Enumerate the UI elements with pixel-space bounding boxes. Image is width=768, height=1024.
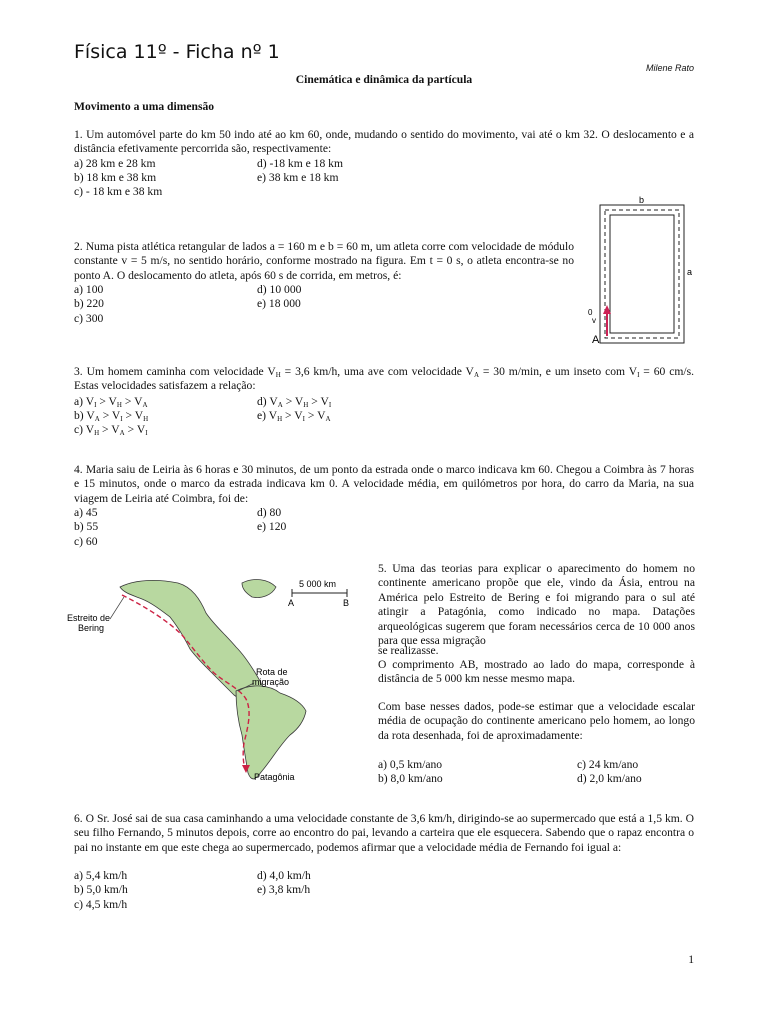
scale-label: 5 000 km (299, 579, 337, 589)
q5-option-a: a) 0,5 km/ano (378, 758, 443, 771)
q2-option-a: a) 100 (74, 283, 104, 296)
q3-text-part: = 60 cm/s. Estas velocidades satisfazem a relação: (74, 365, 694, 393)
q1-option-a: a) 28 km e 28 km (74, 157, 156, 170)
q4-option-c: c) 60 (74, 535, 98, 548)
label-b: b (639, 195, 645, 205)
label-point-A: A (592, 334, 600, 346)
q1-option-c: c) - 18 km e 38 km (74, 185, 163, 198)
question-2-text: 2. Numa pista atlética retangular de lados a = 160 m e b = 60 m, um atleta corre com velocidade de módulo constante v = 5 m/s, no sentido horário, conforme mostrado na figura. Em t = 0 s, o atleta encontra-se no ponto A. O deslocamento do atleta, após 60 s de corrida, em metros, é: (74, 240, 574, 282)
route-label-line-1: Rota de (256, 667, 288, 677)
q5-paragraph-1: 5. Uma das teorias para explicar o aparecimento do homem no continente americano propõe que ele, vindo da Ásia, entrou na América pelo Estreito de Bering e foi migrando para o sul até atingir a Patagónia, como indicado no mapa. Datações arqueológicas sugerem que foram necessários cerca de 10 000 anos para que essa migração (378, 562, 695, 648)
question-5-text (378, 562, 695, 648)
q3-option-e: e) $V_H > V_I > V_A$ (257, 409, 331, 423)
track-figure (580, 193, 700, 348)
q1-option-b: b) 18 km e 38 km (74, 171, 157, 184)
page-number: 1 (688, 953, 694, 966)
q5-paragraph-3: Com base nesses dados, pode-se estimar que a velocidade escalar média de ocupação do continente americano pelo homem, ao longo da rota desenhada, foi de aproximadamente: (378, 700, 695, 742)
scale-point-B: B (343, 598, 350, 608)
page-title: Física 11º - Ficha nº 1 (74, 41, 280, 63)
q4-option-a: a) 45 (74, 506, 98, 519)
bering-leader-line (110, 597, 124, 619)
q3-option-a: a) $V_I > V_H > V_A$ (74, 395, 148, 409)
america-map-figure (66, 565, 366, 790)
q2-option-d: d) 10 000 (257, 283, 302, 296)
label-a: a (687, 267, 693, 277)
q6-option-b: b) 5,0 km/h (74, 883, 128, 896)
q5-option-d: d) 2,0 km/ano (577, 772, 642, 785)
q5-paragraph-1-end: se realizasse. (378, 644, 439, 657)
q1-option-e: e) 38 km e 18 km (257, 171, 339, 184)
q3-text-part: = 30 m/min, e um inseto com V (479, 365, 638, 378)
q4-option-b: b) 55 (74, 520, 99, 533)
q5-paragraph-2: O comprimento AB, mostrado ao lado do mapa, corresponde à distância de 5 000 km nesse mesmo mapa. (378, 658, 695, 686)
q3-option-b: b) $V_A > V_I > V_H$ (74, 409, 149, 423)
greenland-shape (242, 580, 276, 598)
patagonia-label: Patagônia (254, 772, 295, 782)
q4-option-d: d) 80 (257, 506, 282, 519)
worksheet-subtitle: Cinemática e dinâmica da partícula (295, 73, 473, 86)
q3-text-part: = 3,6 km/h, uma ave com velocidade V (280, 365, 474, 378)
q3-option-d: d) $V_A > V_H > V_I$ (257, 395, 332, 409)
track-inner-border (610, 215, 674, 333)
q3-option-c: c) $V_H > V_A > V_I$ (74, 423, 148, 437)
q6-option-e: e) 3,8 km/h (257, 883, 311, 896)
bering-label-line-2: Bering (78, 623, 105, 633)
question-3-text (74, 365, 694, 394)
q2-option-b: b) 220 (74, 297, 104, 310)
question-4-text: 4. Maria saiu de Leiria às 6 horas e 30 minutos, de um ponto da estrada onde o marco indicava km 60. Chegou a Coimbra às 7 horas e 15 minutos, onde o marco da estrada indicava km 0. A velocidade média, em quilómetros por hora, do carro da Maria, na sua viagem de Leiria até Coimbra, foi de: (74, 463, 694, 505)
label-v: v (592, 316, 596, 325)
q4-option-e: e) 120 (257, 520, 287, 533)
author-name: Milene Rato (646, 63, 695, 73)
q6-option-d: d) 4,0 km/h (257, 869, 311, 882)
route-label-line-2: migração (252, 677, 290, 687)
q2-option-c: c) 300 (74, 312, 104, 325)
q3-sub: I (637, 371, 640, 379)
track-outer-border (600, 205, 684, 343)
q2-option-e: e) 18 000 (257, 297, 301, 310)
q5-option-b: b) 8,0 km/ano (378, 772, 443, 785)
label-zero: 0 (588, 308, 593, 317)
question-6-text: 6. O Sr. José sai de sua casa caminhando a uma velocidade constante de 3,6 km/h, dirigindo-se ao supermercado que está a 1,5 km. O seu filho Fernando, 5 minutos depois, corre ao encontro do pai, levando a carteira que ele esquecera. Sabendo que o rapaz encontra o pai no instante em que este chega ao supermercado, podemos afirmar que a velocidade média de Fernando foi igual a: (74, 812, 694, 854)
q5-option-c: c) 24 km/ano (577, 758, 639, 771)
q6-option-a: a) 5,4 km/h (74, 869, 128, 882)
track-dashed-path (605, 210, 679, 338)
scale-point-A: A (288, 598, 295, 608)
section-heading: Movimento a uma dimensão (74, 100, 215, 113)
q6-option-c: c) 4,5 km/h (74, 898, 128, 911)
q3-text-part: 3. Um homem caminha com velocidade V (74, 365, 276, 378)
question-1-text: 1. Um automóvel parte do km 50 indo até ao km 60, onde, mudando o sentido do movimento, vai até o km 32. O deslocamento e a distância efetivamente percorrida são, respectivamente: (74, 128, 694, 156)
q3-sub: H (275, 371, 281, 379)
q1-option-d: d) -18 km e 18 km (257, 157, 343, 170)
q3-sub: A (473, 371, 479, 379)
bering-label-line-1: Estreito de (67, 613, 111, 623)
